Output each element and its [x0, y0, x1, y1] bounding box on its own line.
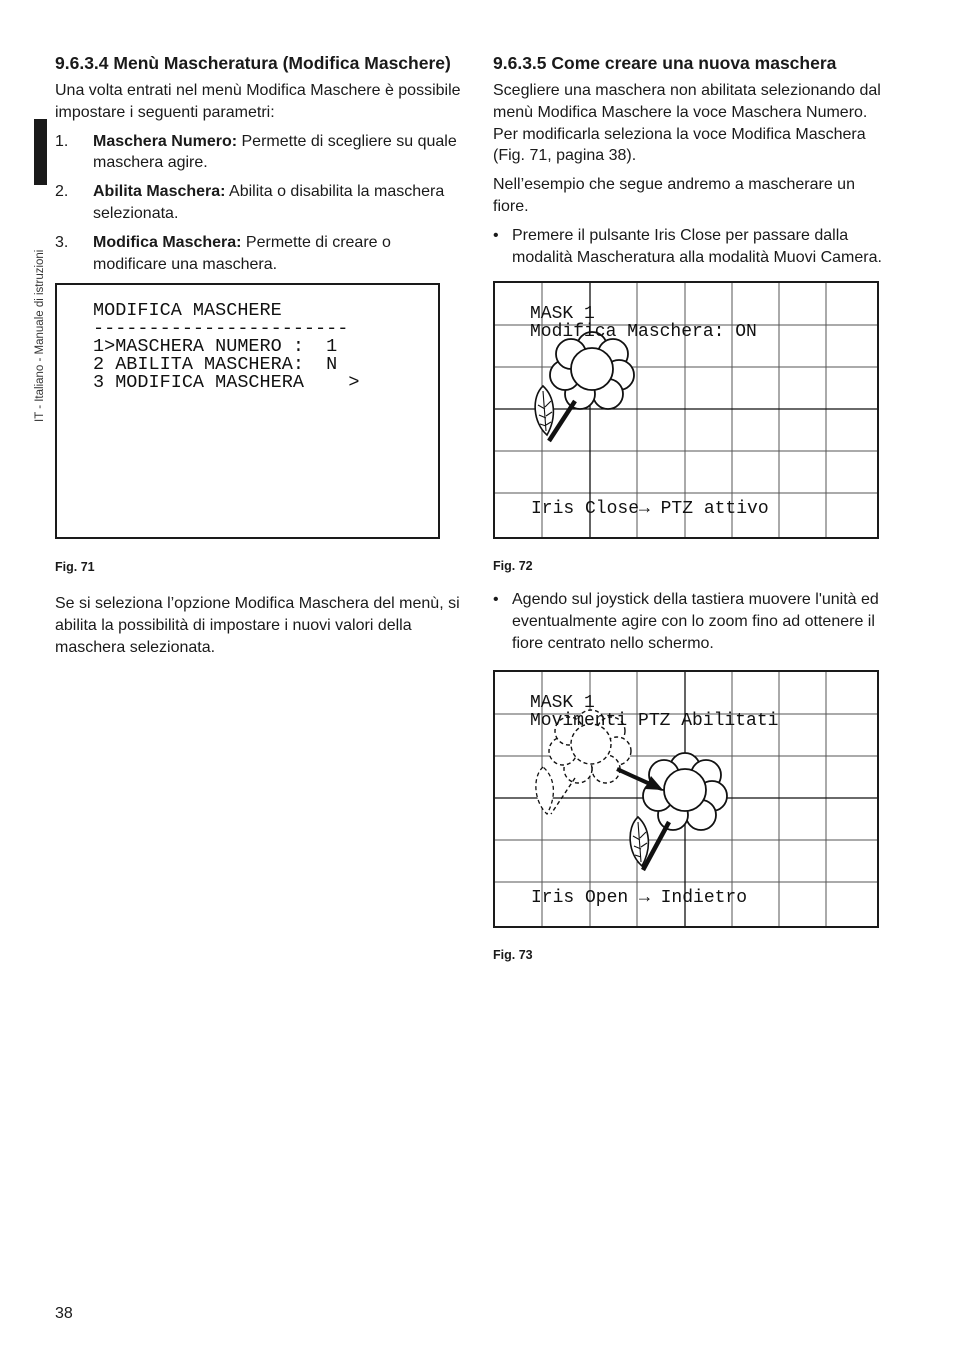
list-item — [55, 181, 465, 225]
flower-icon — [550, 332, 634, 409]
section-heading-create-mask: 9.6.3.5 Come creare una nuova maschera — [493, 53, 837, 73]
side-tab-marker — [34, 119, 47, 185]
osd-mask-label: MASK 1 — [530, 692, 595, 713]
side-tab-label — [33, 200, 47, 422]
bullet-list — [493, 589, 885, 654]
bullet-list — [493, 225, 885, 269]
list-number: 3. — [55, 233, 69, 251]
osd-menu-title: MODIFICA MASCHERE — [93, 300, 282, 322]
osd-ptz-status: Movimenti PTZ Abilitati — [530, 710, 779, 731]
page-number: 38 — [55, 1305, 73, 1322]
list-item — [55, 232, 465, 276]
list-number: 2. — [55, 183, 69, 201]
paragraph-select-mask: Scegliere una maschera non abilitata selezionando dal menù Modifica Maschere la voce Maschera Numero. Per modificarla seleziona la voce Modifica Maschera (Fig. 71, pagina 38). — [493, 82, 881, 165]
bullet-joystick: • Agendo sul joystick della tastiera muovere l'unità ed eventualmente agire con lo zoom fino ad ottenere il fiore centrato nello schermo. — [493, 589, 885, 654]
bullet-iris-close: • Premere il pulsante Iris Close per passare dalla modalità Mascheratura alla modalità Muovi Camera. — [493, 225, 885, 269]
camera-screen-ptz-move — [493, 670, 879, 928]
list-text: Permette di scegliere su quale maschera agire. — [93, 132, 457, 172]
list-text: Abilita o disabilita la maschera selezionata. — [93, 183, 445, 222]
camera-screen-mask-edit — [493, 281, 879, 539]
list-term: Modifica Maschera: — [93, 233, 242, 251]
figure-caption: Fig. 71 — [55, 560, 95, 575]
list-term: Abilita Maschera: — [93, 183, 226, 201]
osd-mask-label: MASK 1 — [530, 304, 595, 325]
intro-paragraph: Una volta entrati nel menù Modifica Maschere è possibile impostare i seguenti parametri: — [55, 82, 461, 121]
section-heading-menu: 9.6.3.4 Menù Mascheratura (Modifica Maschere) — [55, 53, 451, 73]
side-tab-text: IT - Italiano - Manuale di istruzioni — [34, 249, 46, 422]
parameter-list — [55, 131, 465, 276]
osd-menu-item-mask-number: 1>MASCHERA NUMERO : 1 — [93, 336, 338, 358]
list-term: Maschera Numero: — [93, 132, 238, 150]
osd-menu-separator: ----------------------- — [93, 318, 349, 340]
figure-caption: Fig. 72 — [493, 559, 533, 574]
left-column — [55, 52, 465, 666]
leaf-icon — [630, 817, 648, 866]
osd-menu-item-edit-mask: 3 MODIFICA MASCHERA > — [93, 372, 360, 394]
paragraph-example: Nell’esempio che segue andremo a mascherare un fiore. — [493, 176, 855, 215]
osd-menu-item-enable-mask: 2 ABILITA MASCHERA: N — [93, 354, 338, 376]
figure-caption: Fig. 73 — [493, 947, 533, 962]
osd-footer-hint: Iris Close→ PTZ attivo — [531, 499, 769, 520]
osd-menu-screen — [55, 283, 440, 539]
list-text: Permette di creare o modificare una maschera. — [93, 233, 391, 273]
leaf-dashed-icon — [536, 767, 554, 814]
closing-paragraph: Se si seleziona l’opzione Modifica Maschera del menù, si abilita la possibilità di impostare i nuovi valori della maschera selezionata. — [55, 595, 460, 656]
list-number: 1. — [55, 132, 69, 150]
right-column — [493, 52, 885, 966]
flower-icon — [643, 753, 727, 830]
osd-footer-hint: Iris Open → Indietro — [531, 887, 748, 908]
list-item — [55, 131, 465, 175]
osd-mask-status: Modifica Maschera: ON — [530, 322, 757, 343]
leaf-icon — [535, 386, 553, 435]
